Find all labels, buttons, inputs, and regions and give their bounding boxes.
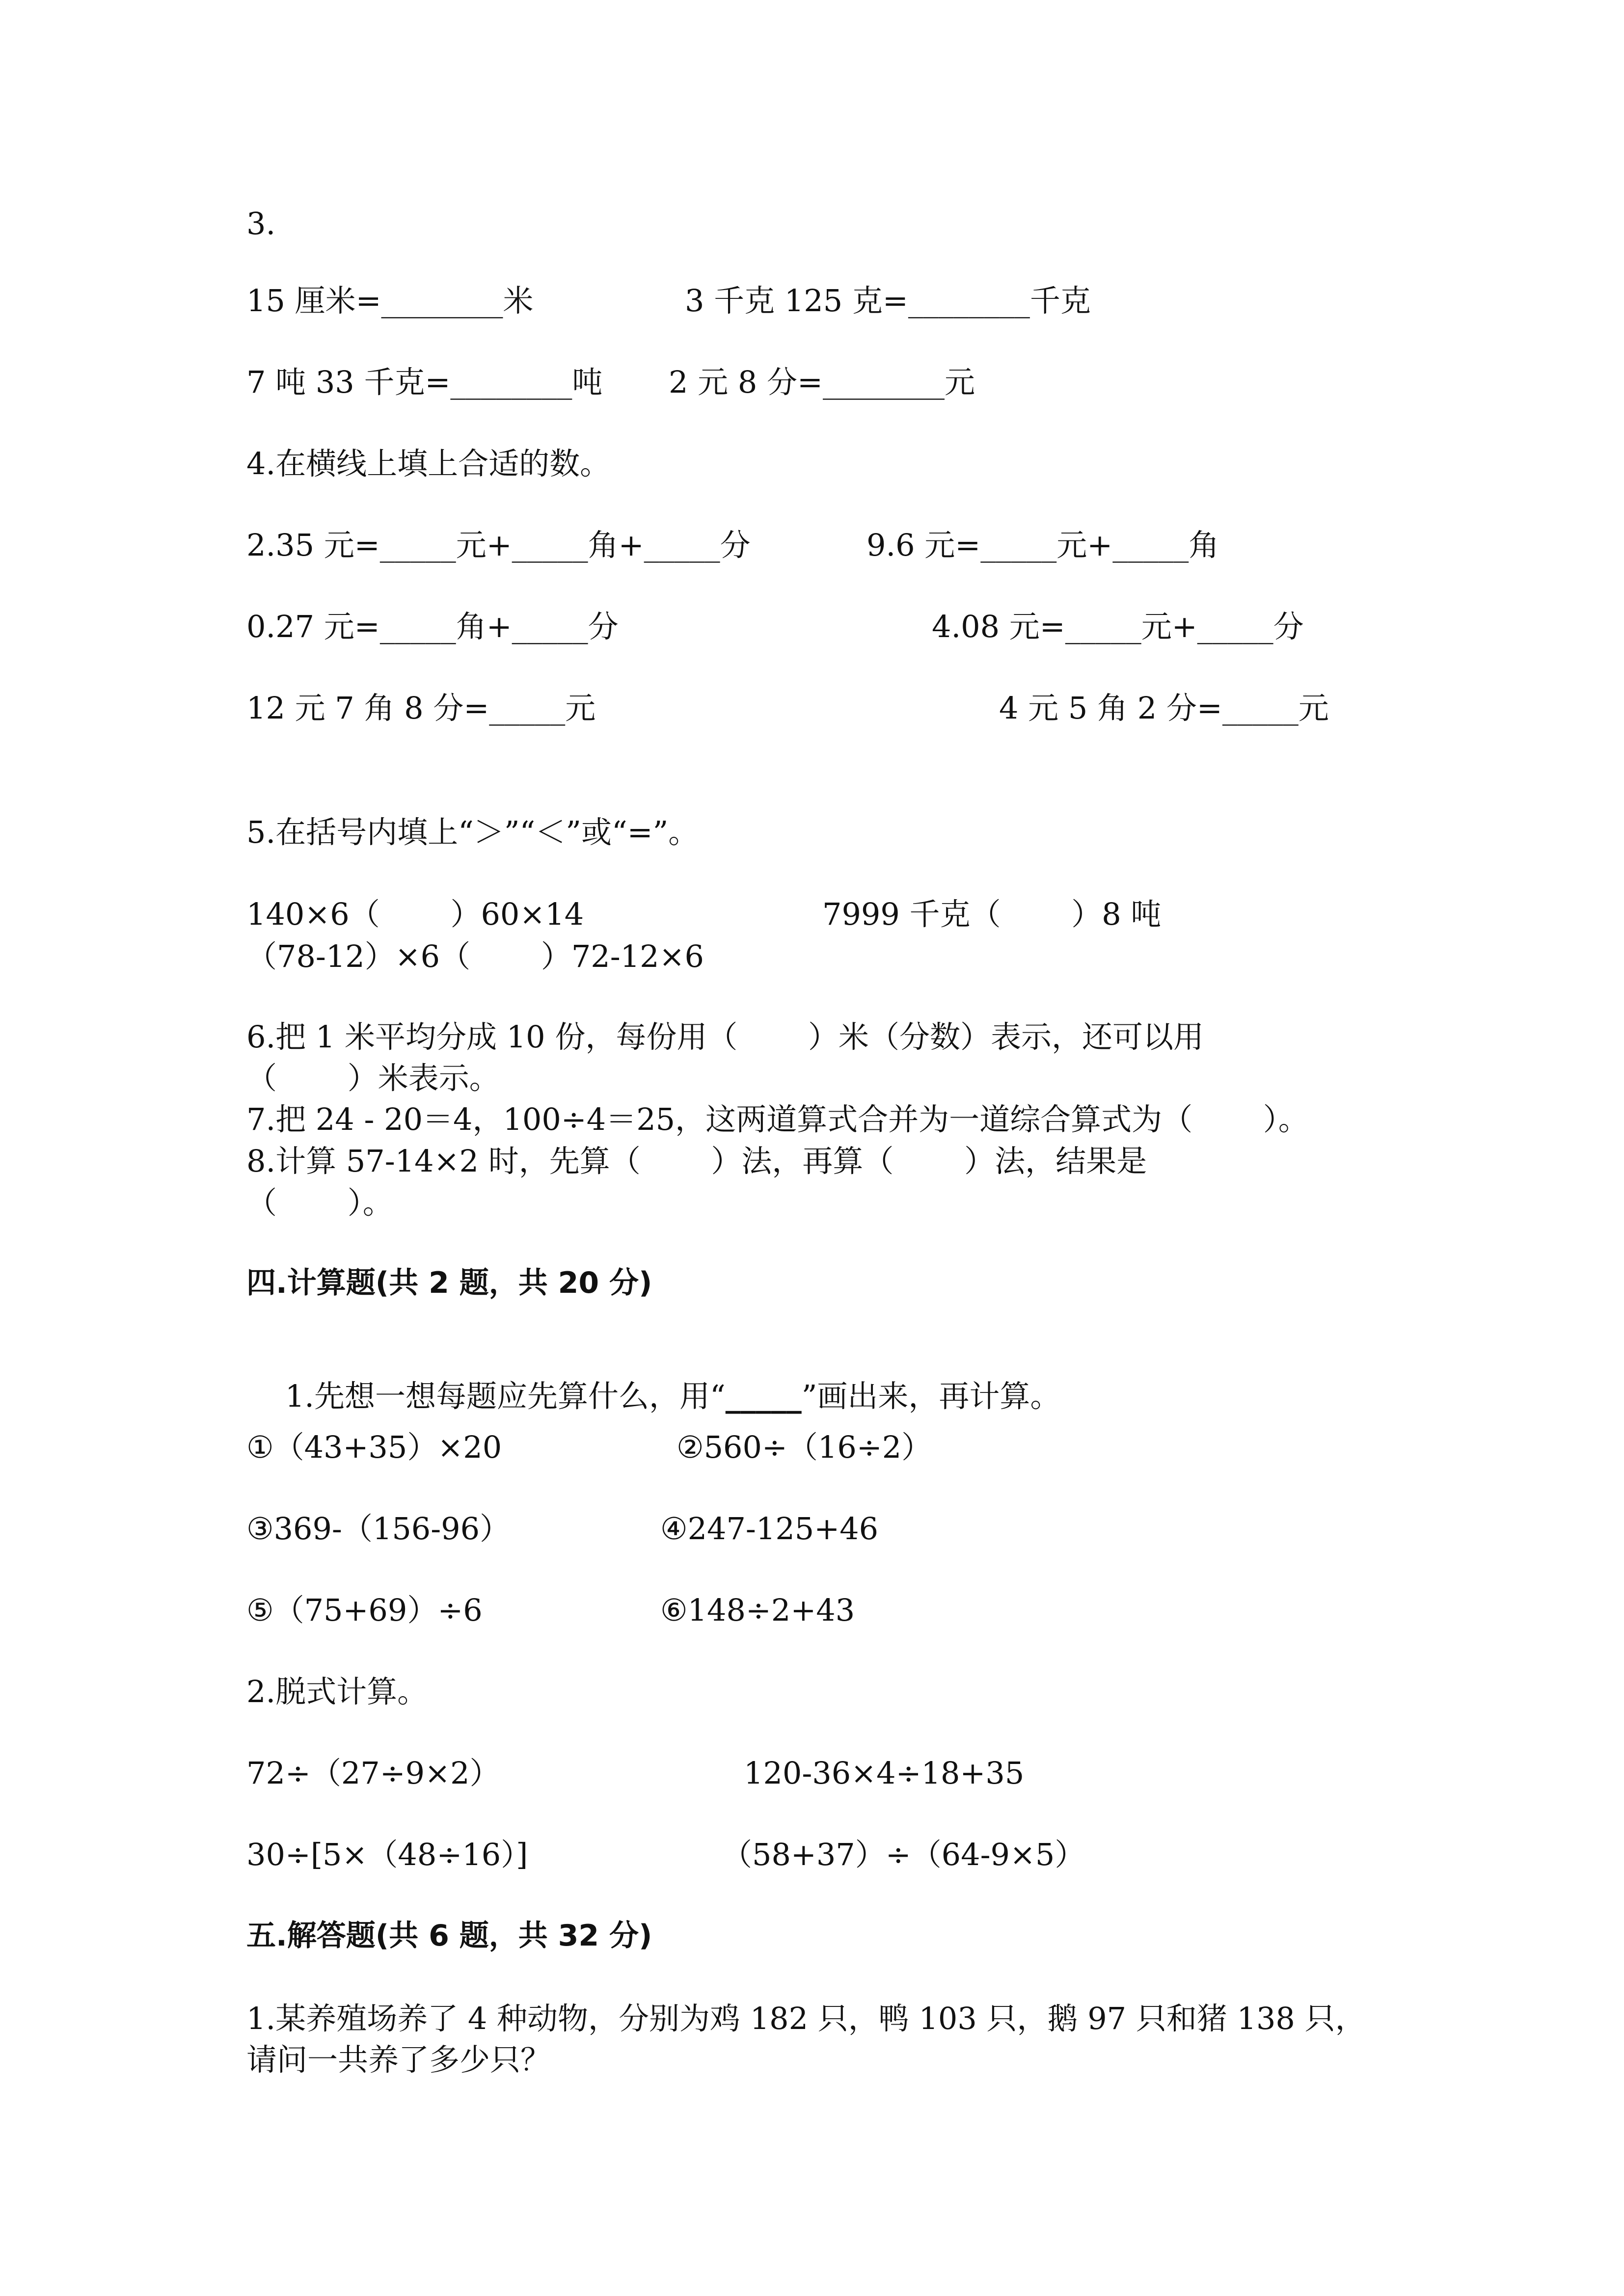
q3-blank-cm-to-m: 15 厘米=________米 [246, 283, 534, 319]
s4-q1-expression-6: ⑥148÷2+43 [660, 1592, 855, 1628]
q4-item-0-27: 0.27 元=_____角+_____分 [246, 609, 619, 644]
section-5-heading: 五.解答题(共 6 题，共 32 分) [246, 1919, 652, 1953]
q4-item-2-35: 2.35 元=_____元+_____角+_____分 [246, 527, 751, 563]
question-5-title: 5.在括号内填上“＞”“＜”或“=”。 [246, 814, 699, 850]
s4-q1-expression-4: ④247-125+46 [660, 1511, 879, 1547]
s5-question-1-line-2: 请问一共养了多少只？ [246, 2042, 551, 2078]
q3-blank-ton: 7 吨 33 千克=________吨 [246, 364, 603, 400]
q4-item-12-yuan: 12 元 7 角 8 分=_____元 [246, 690, 596, 726]
q5-compare-2: 7999 千克（ ）8 吨 [822, 896, 1162, 932]
q5-compare-3: （78-12）×6（ ）72-12×6 [246, 938, 704, 974]
q4-item-4-yuan: 4 元 5 角 2 分=_____元 [999, 690, 1329, 726]
s4-q1-expression-1: ①（43+35）×20 [246, 1429, 502, 1465]
question-6-line-1: 6.把 1 米平均分成 10 份，每份用（ ）米（分数）表示，还可以用 [246, 1019, 1204, 1055]
section-4-heading: 四.计算题(共 2 题，共 20 分) [246, 1266, 652, 1300]
s4-q2-expression-2: 120-36×4÷18+35 [744, 1755, 1025, 1791]
q3-blank-yuan: 2 元 8 分=________元 [669, 364, 975, 400]
question-4-title: 4.在横线上填上合适的数。 [246, 446, 611, 481]
q4-item-4-08: 4.08 元=_____元+_____分 [932, 609, 1304, 644]
q4-item-9-6: 9.6 元=_____元+_____角 [866, 527, 1219, 563]
s5-question-1-line-1: 1.某养殖场养了 4 种动物，分别为鸡 182 只，鸭 103 只，鹅 97 只和猪 138 只， [246, 2001, 1366, 2036]
s4-q1-expression-2: ②560÷（16÷2） [677, 1429, 932, 1465]
s4-q2-expression-4: （58+37）÷（64-9×5） [722, 1837, 1085, 1872]
question-3-number: 3. [246, 206, 276, 241]
s4-q1-expression-5: ⑤（75+69）÷6 [246, 1592, 483, 1628]
q3-blank-kg: 3 千克 125 克=________千克 [685, 283, 1091, 319]
question-6-line-2: （ ）米表示。 [246, 1060, 500, 1096]
s4-q2-expression-1: 72÷（27÷9×2） [246, 1755, 500, 1791]
q5-compare-1: 140×6（ ）60×14 [246, 896, 584, 932]
s4-q1-title-start: 1.先想一想每题应先算什么，用“ [285, 1378, 726, 1414]
s4-q1-expression-3: ③369-（156-96） [246, 1511, 511, 1547]
s4-q1-underline-mark: _____ [725, 1378, 802, 1414]
s4-q2-expression-3: 30÷[5×（48÷16）] [246, 1837, 528, 1872]
s4-q1-title-end: ”画出来，再计算。 [801, 1378, 1061, 1414]
question-8-line-2: （ ）。 [246, 1185, 393, 1221]
s4-question-1-title [246, 1351, 1060, 1442]
s4-question-2-title: 2.脱式计算。 [246, 1674, 428, 1709]
question-7: 7.把 24 - 20＝4，100÷4＝25，这两道算式合并为一道综合算式为（ ）。 [246, 1101, 1309, 1137]
question-8-line-1: 8.计算 57-14×2 时，先算（ ）法，再算（ ）法，结果是 [246, 1143, 1147, 1179]
